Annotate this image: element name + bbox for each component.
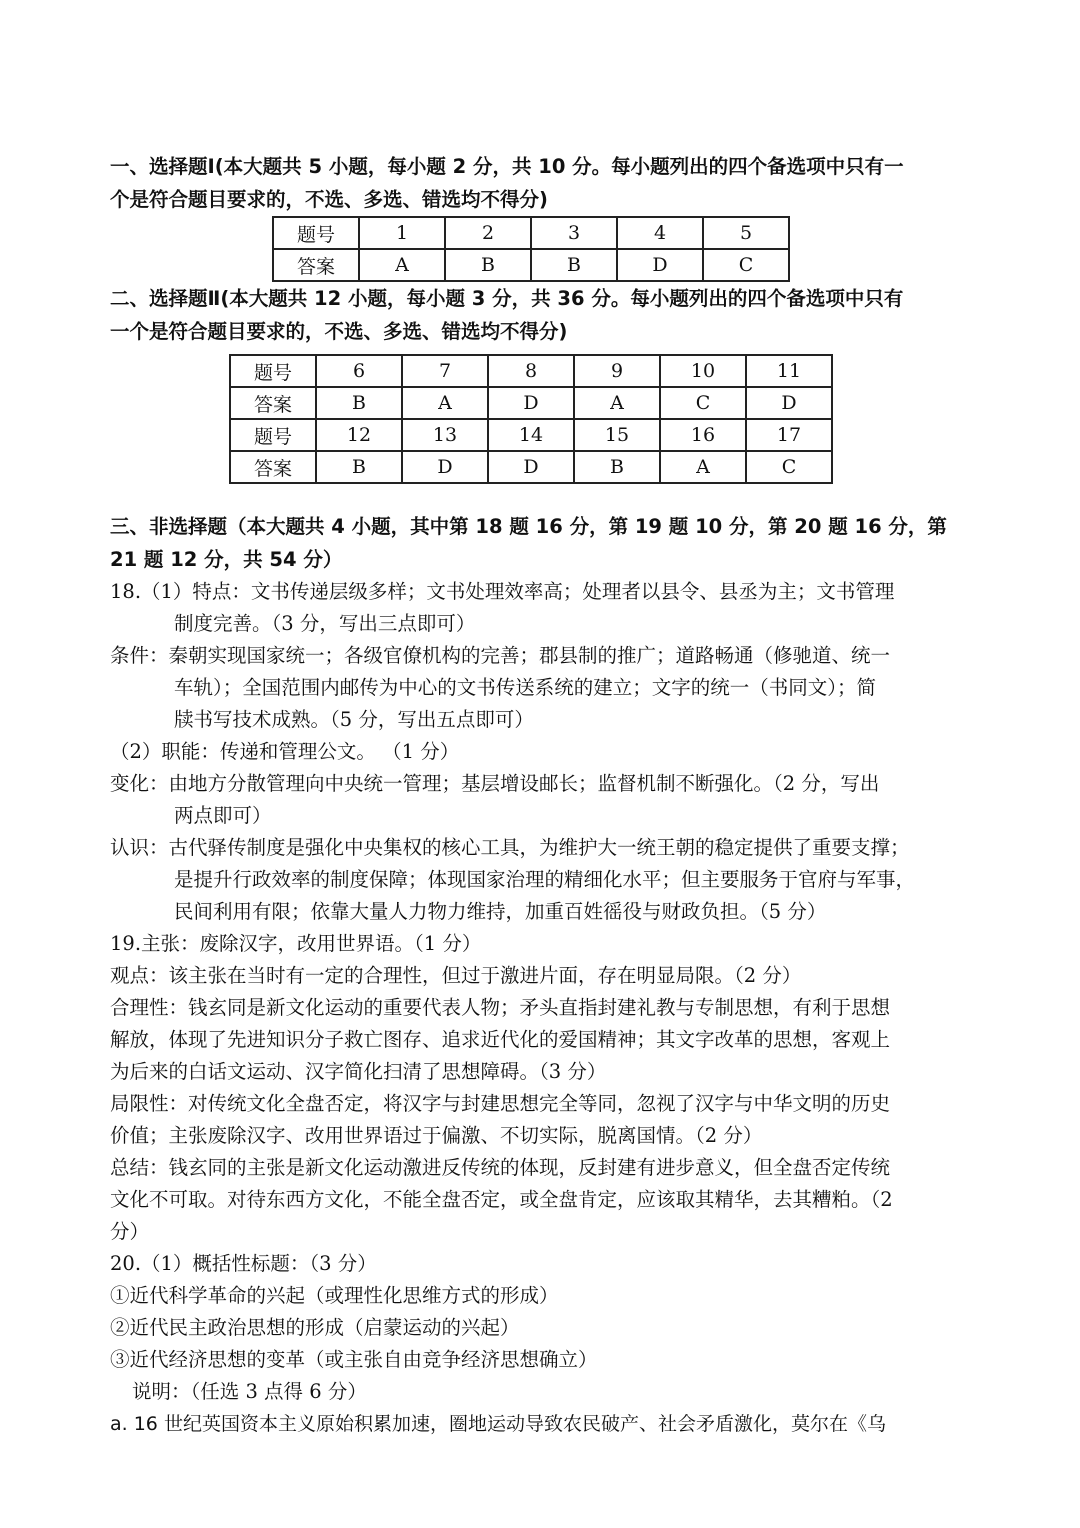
- answer-row: [273, 249, 789, 281]
- answer-cell: C: [703, 249, 789, 281]
- answer-cell: A: [660, 451, 746, 483]
- q19-line: 为后来的白话文运动、汉字简化扫清了思想障碍。（3 分）: [110, 1060, 607, 1083]
- q18-conditions-line: 牍书写技术成熟。（5 分，写出五点即可）: [174, 708, 534, 731]
- section2-answer-table: [229, 354, 833, 484]
- question-number: 8: [488, 355, 574, 387]
- answer-cell: B: [574, 451, 660, 483]
- q18-features-line: 制度完善。（3 分，写出三点即可）: [174, 612, 476, 635]
- answer-row: [230, 387, 832, 419]
- answer-row: [230, 451, 832, 483]
- question-number: 14: [488, 419, 574, 451]
- question-number-row: [230, 355, 832, 387]
- question-number: 9: [574, 355, 660, 387]
- question-number: 11: [746, 355, 832, 387]
- question-18-answer: [110, 576, 955, 928]
- section1-heading: [110, 150, 955, 216]
- q19-line: 合理性：钱玄同是新文化运动的重要代表人物；矛头直指封建礼教与专制思想，有利于思想: [110, 996, 891, 1019]
- question-number: 16: [660, 419, 746, 451]
- q19-line: 总结：钱玄同的主张是新文化运动激进反传统的体现，反封建有进步意义，但全盘否定传统: [110, 1156, 891, 1179]
- answer-cell: B: [445, 249, 531, 281]
- q19-line: 文化不可取。对待东西方文化，不能全盘否定，或全盘肯定，应该取其精华，去其糟粕。（2: [110, 1188, 893, 1211]
- question-19-answer: [110, 928, 955, 1248]
- q19-line: 19.主张：废除汉字，改用世界语。（1 分）: [110, 932, 482, 955]
- q18-understanding-line: 是提升行政效率的制度保障；体现国家治理的精细化水平；但主要服务于官府与军事，: [174, 868, 916, 891]
- question-20-answer: [110, 1248, 955, 1440]
- q20-line: 20.（1）概括性标题：（3 分）: [110, 1252, 377, 1275]
- question-number: 15: [574, 419, 660, 451]
- q20-line: 说明：（任选 3 点得 6 分）: [132, 1380, 367, 1403]
- section1-answer-table: [272, 216, 790, 282]
- section1-heading-line2: 个是符合题目要求的，不选、多选、错选均不得分): [110, 188, 548, 211]
- answer-cell: D: [488, 451, 574, 483]
- row-label: 答案: [230, 451, 316, 483]
- q19-line: 局限性：对传统文化全盘否定，将汉字与封建思想完全等同，忽视了汉字与中华文明的历史: [110, 1092, 891, 1115]
- q18-conditions-line: 车轨）；全国范围内邮传为中心的文书传送系统的建立；文字的统一（书同文）；简: [174, 676, 877, 699]
- q18-understanding-line: 认识：古代驿传制度是强化中央集权的核心工具，为维护大一统王朝的稳定提供了重要支撑；: [110, 836, 910, 859]
- q20-line: ①近代科学革命的兴起（或理性化思维方式的形成）: [110, 1284, 559, 1307]
- row-label: 答案: [273, 249, 359, 281]
- q20-line: ③近代经济思想的变革（或主张自由竞争经济思想确立）: [110, 1348, 598, 1371]
- question-number: 2: [445, 217, 531, 249]
- answer-cell: C: [746, 451, 832, 483]
- answer-cell: A: [402, 387, 488, 419]
- q20-line: a. 16 世纪英国资本主义原始积累加速，圈地运动导致农民破产、社会矛盾激化，莫尔在《乌: [110, 1413, 886, 1435]
- question-number-row: [273, 217, 789, 249]
- question-number: 5: [703, 217, 789, 249]
- answer-cell: D: [488, 387, 574, 419]
- question-number: 3: [531, 217, 617, 249]
- answer-cell: D: [402, 451, 488, 483]
- section2-heading-line2: 一个是符合题目要求的，不选、多选、错选均不得分): [110, 320, 568, 343]
- q18-function-line: （2）职能：传递和管理公文。 （1 分）: [110, 740, 460, 763]
- row-label: 答案: [230, 387, 316, 419]
- question-number: 7: [402, 355, 488, 387]
- question-number: 4: [617, 217, 703, 249]
- answer-cell: A: [574, 387, 660, 419]
- question-number-row: [230, 419, 832, 451]
- q18-change-line: 两点即可）: [174, 804, 272, 827]
- section2-heading: [110, 282, 955, 348]
- section2-heading-line1: 二、选择题Ⅱ(本大题共 12 小题，每小题 3 分，共 36 分。每小题列出的四个备选项中只有: [110, 287, 904, 310]
- answer-cell: B: [316, 387, 402, 419]
- q19-line: 解放，体现了先进知识分子救亡图存、追求近代化的爱国精神；其文字改革的思想，客观上: [110, 1028, 891, 1051]
- section3-heading-line2: 21 题 12 分，共 54 分）: [110, 548, 343, 571]
- answer-cell: B: [316, 451, 402, 483]
- row-label: 题号: [230, 419, 316, 451]
- q19-line: 观点：该主张在当时有一定的合理性，但过于激进片面，存在明显局限。（2 分）: [110, 964, 802, 987]
- q18-features-line: 18.（1）特点：文书传递层级多样；文书处理效率高；处理者以县令、县丞为主；文书管理: [110, 580, 895, 603]
- question-number: 17: [746, 419, 832, 451]
- q20-line: ②近代民主政治思想的形成（启蒙运动的兴起）: [110, 1316, 520, 1339]
- answer-cell: A: [359, 249, 445, 281]
- question-number: 1: [359, 217, 445, 249]
- row-label: 题号: [230, 355, 316, 387]
- section1-heading-line1: 一、选择题Ⅰ(本大题共 5 小题，每小题 2 分，共 10 分。每小题列出的四个备选项中只有一: [110, 155, 904, 178]
- section3-heading: [110, 510, 955, 576]
- section3-heading-line1: 三、非选择题（本大题共 4 小题，其中第 18 题 16 分，第 19 题 10 分，第 20 题 16 分，第: [110, 515, 947, 538]
- answer-cell: B: [531, 249, 617, 281]
- question-number: 13: [402, 419, 488, 451]
- q19-line: 分）: [110, 1220, 150, 1243]
- answer-cell: D: [746, 387, 832, 419]
- q19-line: 价值；主张废除汉字、改用世界语过于偏激、不切实际，脱离国情。（2 分）: [110, 1124, 763, 1147]
- q18-change-line: 变化：由地方分散管理向中央统一管理；基层增设邮长；监督机制不断强化。（2 分，写出: [110, 772, 880, 795]
- question-number: 12: [316, 419, 402, 451]
- q18-conditions-line: 条件：秦朝实现国家统一；各级官僚机构的完善；郡县制的推广；道路畅通（修驰道、统一: [110, 644, 891, 667]
- question-number: 10: [660, 355, 746, 387]
- question-number: 6: [316, 355, 402, 387]
- answer-sheet: [110, 150, 955, 1440]
- answer-cell: D: [617, 249, 703, 281]
- q18-understanding-line: 民间利用有限；依靠大量人力物力维持，加重百姓徭役与财政负担。（5 分）: [174, 900, 827, 923]
- answer-cell: C: [660, 387, 746, 419]
- row-label: 题号: [273, 217, 359, 249]
